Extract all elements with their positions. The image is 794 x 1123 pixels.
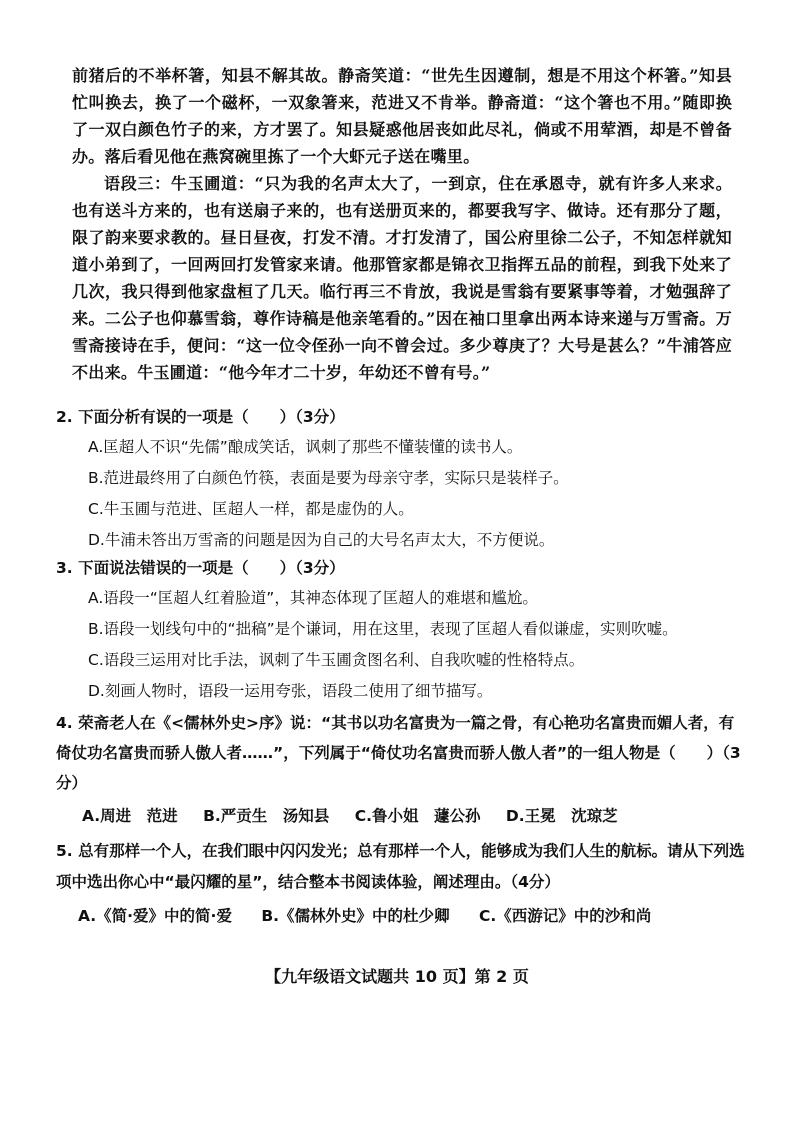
- question-3-option-a: A.语段一“匡超人红着脸道”，其神态体现了匡超人的难堪和尴尬。: [88, 589, 538, 607]
- question-5: [56, 836, 746, 932]
- question-4-choice-d: D.王冕 沈琼芝: [505, 807, 618, 825]
- reading-passage: [72, 62, 732, 386]
- question-2-option-b: B.范进最终用了白颜色竹筷，表面是要为母亲守孝，实际只是装样子。: [88, 469, 569, 487]
- question-2-option-d: D.牛浦未答出万雪斋的问题是因为自己的大号名声太大，不方便说。: [88, 531, 555, 549]
- question-5-choice-a: A.《简·爱》中的简·爱: [78, 907, 232, 925]
- question-3-option-c: C.语段三运用对比手法，讽刺了牛玉圃贪图名利、自我吹嘘的性格特点。: [88, 651, 585, 669]
- question-3-stem: 3. 下面说法错误的一项是（ ）（3分）: [56, 559, 345, 577]
- question-5-choice-b: B.《儒林外史》中的杜少卿: [261, 907, 450, 925]
- question-2-option-a: A.匡超人不识“先儒”酿成笑话，讽刺了那些不懂装懂的读书人。: [88, 438, 523, 456]
- passage-paragraph-2-end: 前猪后的不举杯箸，知县不解其故。静斋笑道：“世先生因遵制，想是不用这个杯箸。”知县忙叫换去，换了一个磁杯，一双象箸来，范进又不肯举。静斋道：“这个箸也不用。”随即换了一双白颜色竹子的来，方才罢了。知县疑惑他居丧如此尽礼，倘或不用荤酒，却是不曾备办。落后看见他在燕窝碗里拣了一个大虾元子送在嘴里。: [72, 66, 732, 166]
- question-2: [56, 402, 746, 556]
- question-4-choice-a: A.周进 范进: [82, 807, 178, 825]
- question-4-choice-c: C.鲁小姐 蘧公孙: [354, 807, 481, 825]
- question-3: [56, 553, 746, 707]
- question-5-choices: [56, 900, 746, 932]
- question-4-choices: [56, 800, 746, 832]
- question-4-stem: 4. 荣斋老人在《<儒林外史>序》说：“其书以功名富贵为一篇之骨，有心艳功名富贵而媚人者，有倚仗功名富贵而骄人傲人者……”，下列属于“倚仗功名富贵而骄人傲人者”的一组人物是（ ）（3分）: [56, 714, 741, 792]
- question-4-choice-b: B.严贡生 汤知县: [203, 807, 330, 825]
- question-4: [56, 708, 746, 832]
- question-2-stem: 2. 下面分析有误的一项是（ ）（3分）: [56, 408, 345, 426]
- question-5-stem: 5. 总有那样一个人，在我们眼中闪闪发光；总有那样一个人，能够成为我们人生的航标。请从下列选项中选出你心中“最闪耀的星”，结合整本书阅读体验，阐述理由。（4分）: [56, 842, 745, 891]
- passage-paragraph-3: 语段三：牛玉圃道：“只为我的名声太大了，一到京，住在承恩寺，就有许多人来求。也有送斗方来的，也有送扇子来的，也有送册页来的，都要我写字、做诗。还有那分了题，限了韵来要求教的。昼日昼夜，打发不清。才打发清了，国公府里徐二公子，不知怎样就知道小弟到了，一回两回打发管家来请。他那管家都是锦衣卫指挥五品的前程，到我下处来了几次，我只得到他家盘桓了几天。临行再三不肯放，我说是雪翁有要紧事等着，才勉强辞了来。二公子也仰慕雪翁，尊作诗稿是他亲笔看的。”因在袖口里拿出两本诗来递与万雪斋。万雪斋接诗在手，便问：“这一位令侄孙一向不曾会过。多少尊庚了？大号是甚么？”牛浦答应不出来。牛玉圃道：“他今年才二十岁，年幼还不曾有号。”: [72, 174, 732, 382]
- page-footer: 【九年级语文试题共 10 页】第 2 页: [265, 967, 529, 986]
- question-3-option-d: D.刻画人物时，语段一运用夸张，语段二使用了细节描写。: [88, 682, 493, 700]
- question-3-option-b: B.语段一划线句中的“拙稿”是个谦词，用在这里，表现了匡超人看似谦虚，实则吹嘘。: [88, 620, 678, 638]
- question-5-choice-c: C.《西游记》中的沙和尚: [478, 907, 652, 925]
- question-2-option-c: C.牛玉圃与范进、匡超人一样，都是虚伪的人。: [88, 500, 414, 518]
